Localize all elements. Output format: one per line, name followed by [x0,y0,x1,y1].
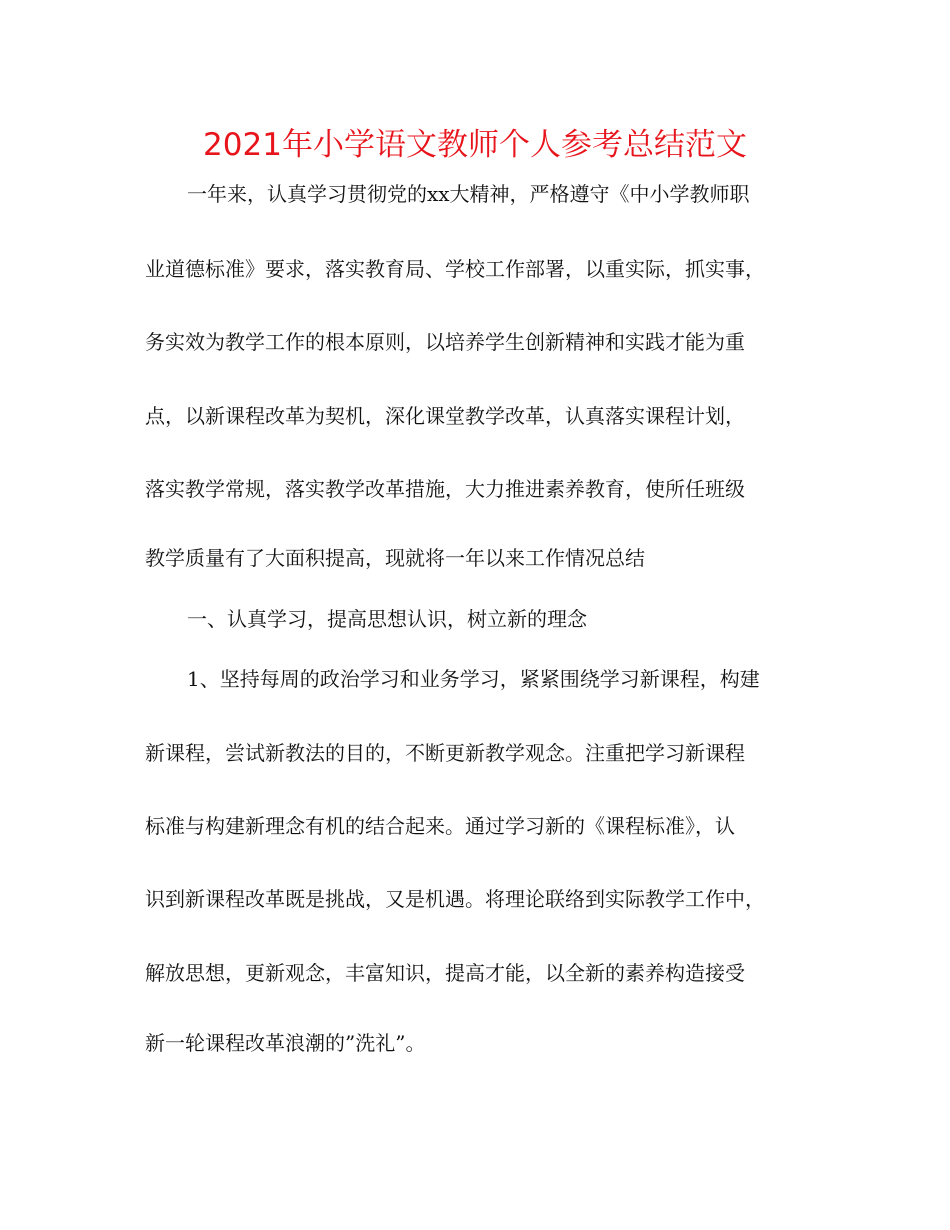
paragraph-line: 1、坚持每周的政治学习和业务学习，紧紧围绕学习新课程，构建 [187,667,760,691]
paragraph-line: 点，以新课程改革为契机，深化课堂教学改革，认真落实课程计划， [145,404,745,428]
paragraph-line: 业道德标准》要求，落实教育局、学校工作部署，以重实际，抓实事， [145,257,765,281]
paragraph-line: 务实效为教学工作的根本原则，以培养学生创新精神和实践才能为重 [145,330,745,354]
paragraph-line: 新一轮课程改革浪潮的”洗礼”。 [145,1031,426,1055]
document-title: 2021年小学语文教师个人参考总结范文 [203,127,747,163]
paragraph-line: 标准与构建新理念有机的结合起来。通过学习新的《课程标准》，认 [145,814,735,838]
paragraph-line: 识到新课程改革既是挑战，又是机遇。将理论联络到实际教学工作中， [145,887,765,911]
section-heading: 一、认真学习，提高思想认识，树立新的理念 [187,607,587,631]
paragraph-line: 一年来，认真学习贯彻党的xx大精神，严格遵守《中小学教师职 [187,182,750,206]
paragraph-line: 解放思想，更新观念，丰富知识，提高才能，以全新的素养构造接受 [145,961,745,985]
paragraph-line: 教学质量有了大面积提高，现就将一年以来工作情况总结 [145,546,645,570]
paragraph-line: 新课程，尝试新教法的目的，不断更新教学观念。注重把学习新课程 [145,741,745,765]
paragraph-line: 落实教学常规，落实教学改革措施，大力推进素养教育，使所任班级 [145,477,745,501]
